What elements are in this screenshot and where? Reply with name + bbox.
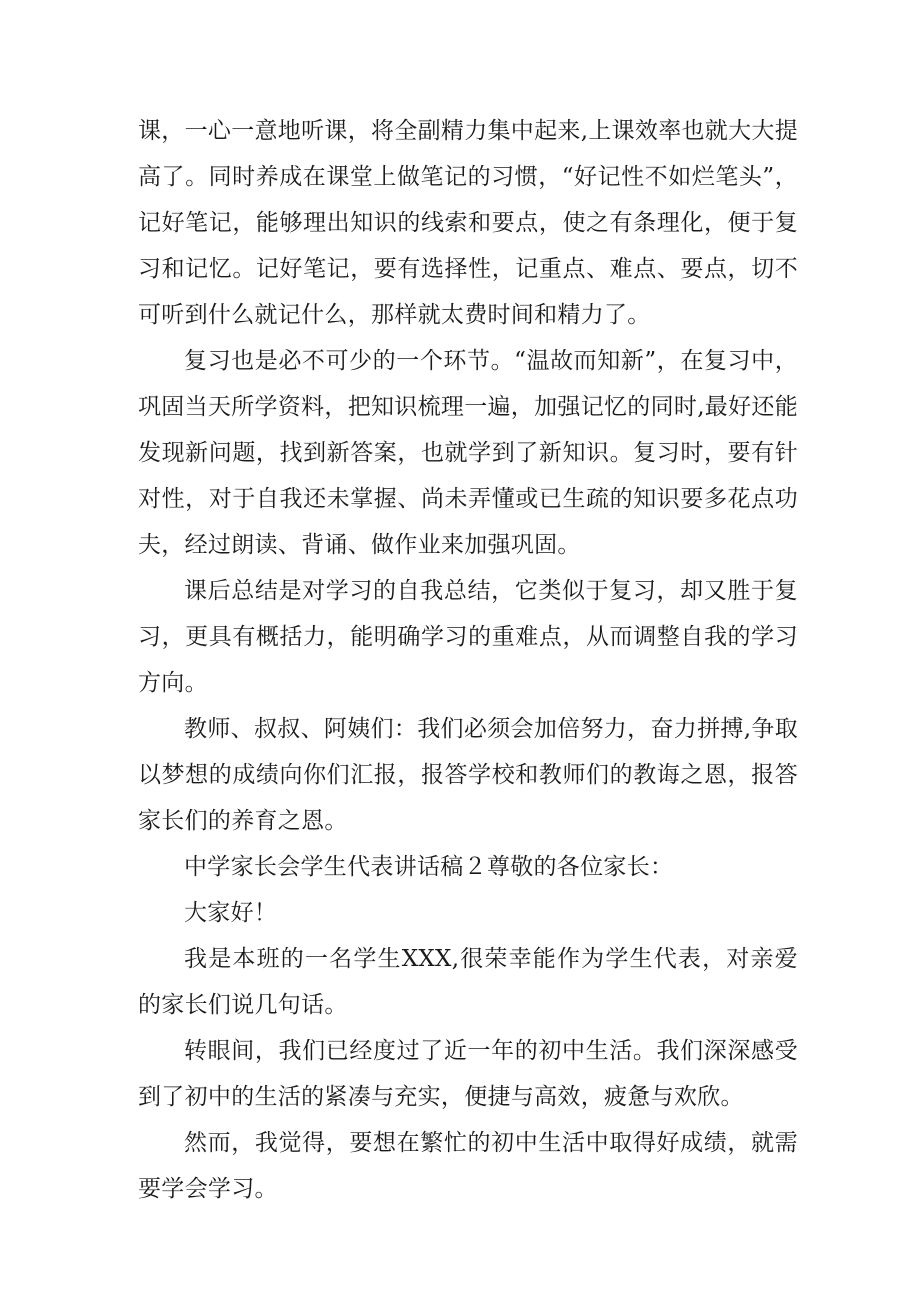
paragraph-8: 转眼间，我们已经度过了近一年的初中生活。我们深深感受到了初中的生活的紧凑与充实，便捷与高效，疲惫与欢欣。 <box>138 1038 798 1110</box>
speech-title: 中学家长会学生代表讲话稿２尊敬的各位家长： <box>184 854 674 880</box>
paragraph-3: 课后总结是对学习的自我总结，它类似于复习，却又胜于复习，更具有概括力，能明确学习的重难点，从而调整自我的学习方向。 <box>138 578 798 696</box>
greeting: 大家好！ <box>184 900 278 926</box>
paragraph-4: 教师、叔叔、阿姨们：我们必须会加倍努力，奋力拼搏,争取以梦想的成绩向你们汇报，报答学校和教师们的教诲之恩，报答家长们的养育之恩。 <box>138 716 798 834</box>
paragraph-7: 我是本班的一名学生XXX,很荣幸能作为学生代表，对亲爱的家长们说几句话。 <box>138 946 798 1018</box>
paragraph-1: 课，一心一意地听课，将全副精力集中起来,上课效率也就大大提高了。同时养成在课堂上做笔记的习惯，“好记性不如烂笔头”，记好笔记，能够理出知识的线索和要点，使之有条理化，便于复习和记忆。记好笔记，要有选择性，记重点、难点、要点，切不可听到什么就记什么，那样就太费时间和精力了。 <box>138 118 799 328</box>
paragraph-9: 然而，我觉得，要想在繁忙的初中生活中取得好成绩，就需要学会学习。 <box>138 1130 798 1202</box>
document-body <box>138 108 798 1212</box>
paragraph-2: 复习也是必不可少的一个环节。“温故而知新”，在复习中，巩固当天所学资料，把知识梳理一遍，加强记忆的同时,最好还能发现新问题，找到新答案，也就学到了新知识。复习时，要有针对性，对于自我还未掌握、尚未弄懂或已生疏的知识要多花点功夫，经过朗读、背诵、做作业来加强巩固。 <box>138 348 799 558</box>
